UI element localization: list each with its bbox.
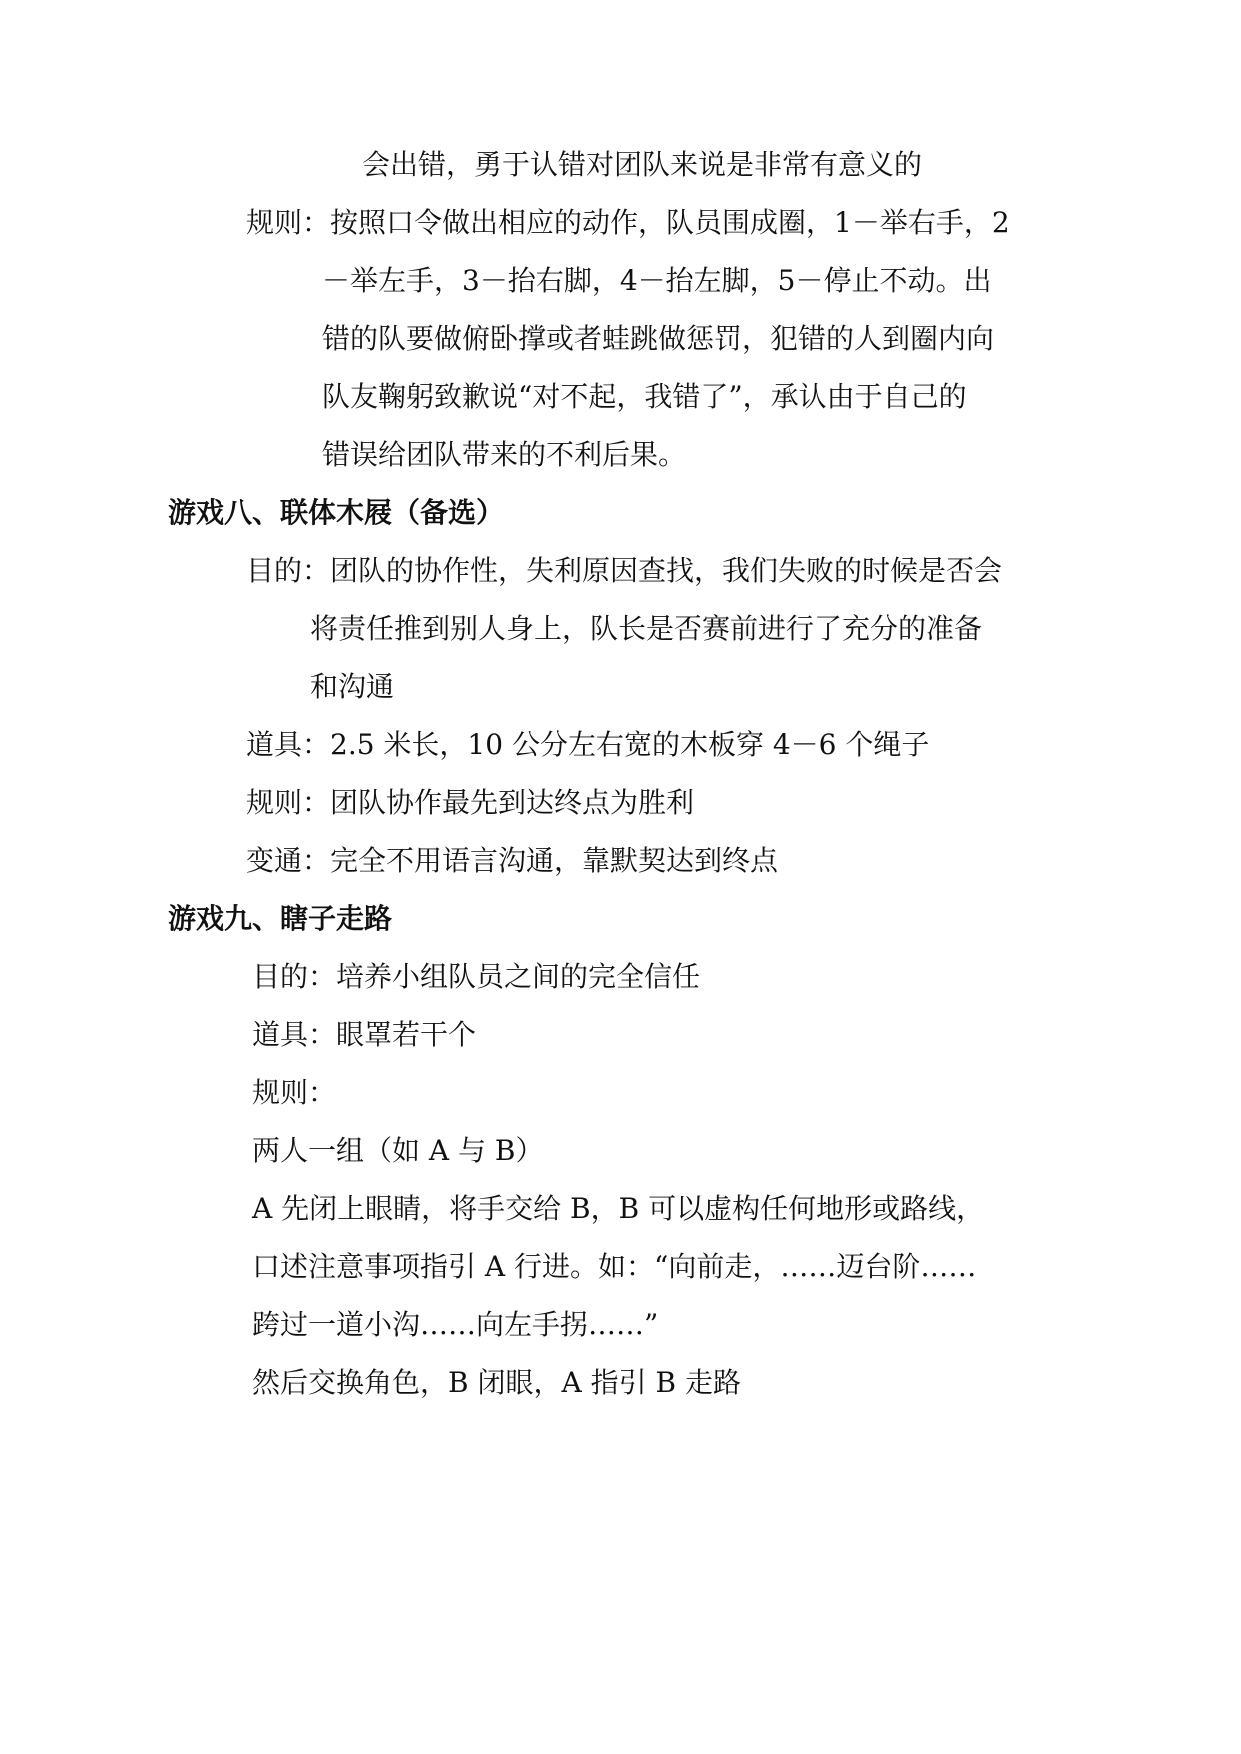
game9-rules-line-2: A 先闭上眼睛，将手交给 B，B 可以虚构任何地形或路线， [252,1192,985,1225]
game9-props: 道具：眼罩若干个 [252,1018,477,1051]
game9-rules-line-4: 跨过一道小沟……向左手拐……” [252,1308,659,1341]
game9-rules-line-3: 口述注意事项指引 A 行进。如：“向前走，……迈台阶…… [252,1250,977,1283]
game7-rules-line-5: 错误给团队带来的不利后果。 [322,438,687,471]
game7-purpose-continued: 会出错，勇于认错对团队来说是非常有意义的 [362,148,923,181]
game8-purpose-line-2: 将责任推到别人身上，队长是否赛前进行了充分的准备 [310,612,983,645]
game9-rules-line-1: 两人一组（如 A 与 B） [252,1134,544,1167]
game7-rules-line-4: 队友鞠躬致歉说“对不起，我错了”，承认由于自己的 [322,380,967,413]
game9-purpose: 目的：培养小组队员之间的完全信任 [252,960,701,993]
game8-purpose-line-3: 和沟通 [310,670,395,703]
game7-rules-line-2: －举左手，3－抬右脚，4－抬左脚，5－停止不动。出 [322,264,992,297]
game9-heading: 游戏九、瞎子走路 [168,902,393,935]
game7-rules-line-3: 错的队要做俯卧撑或者蛙跳做惩罚，犯错的人到圈内向 [322,322,995,355]
game8-props: 道具：2.5 米长，10 公分左右宽的木板穿 4－6 个绳子 [246,728,930,761]
game9-rules-line-5: 然后交换角色，B 闭眼，A 指引 B 走路 [252,1366,741,1399]
game7-rules-line-1: 规则：按照口令做出相应的动作，队员围成圈，1－举右手，2 [246,206,1010,239]
game8-rules: 规则：团队协作最先到达终点为胜利 [246,786,695,819]
game8-heading: 游戏八、联体木屐（备选） [168,496,505,529]
game8-purpose-line-1: 目的：团队的协作性，失利原因查找，我们失败的时候是否会 [246,554,1003,587]
game8-variation: 变通：完全不用语言沟通，靠默契达到终点 [246,844,779,877]
game9-rules-label: 规则： [252,1076,337,1109]
